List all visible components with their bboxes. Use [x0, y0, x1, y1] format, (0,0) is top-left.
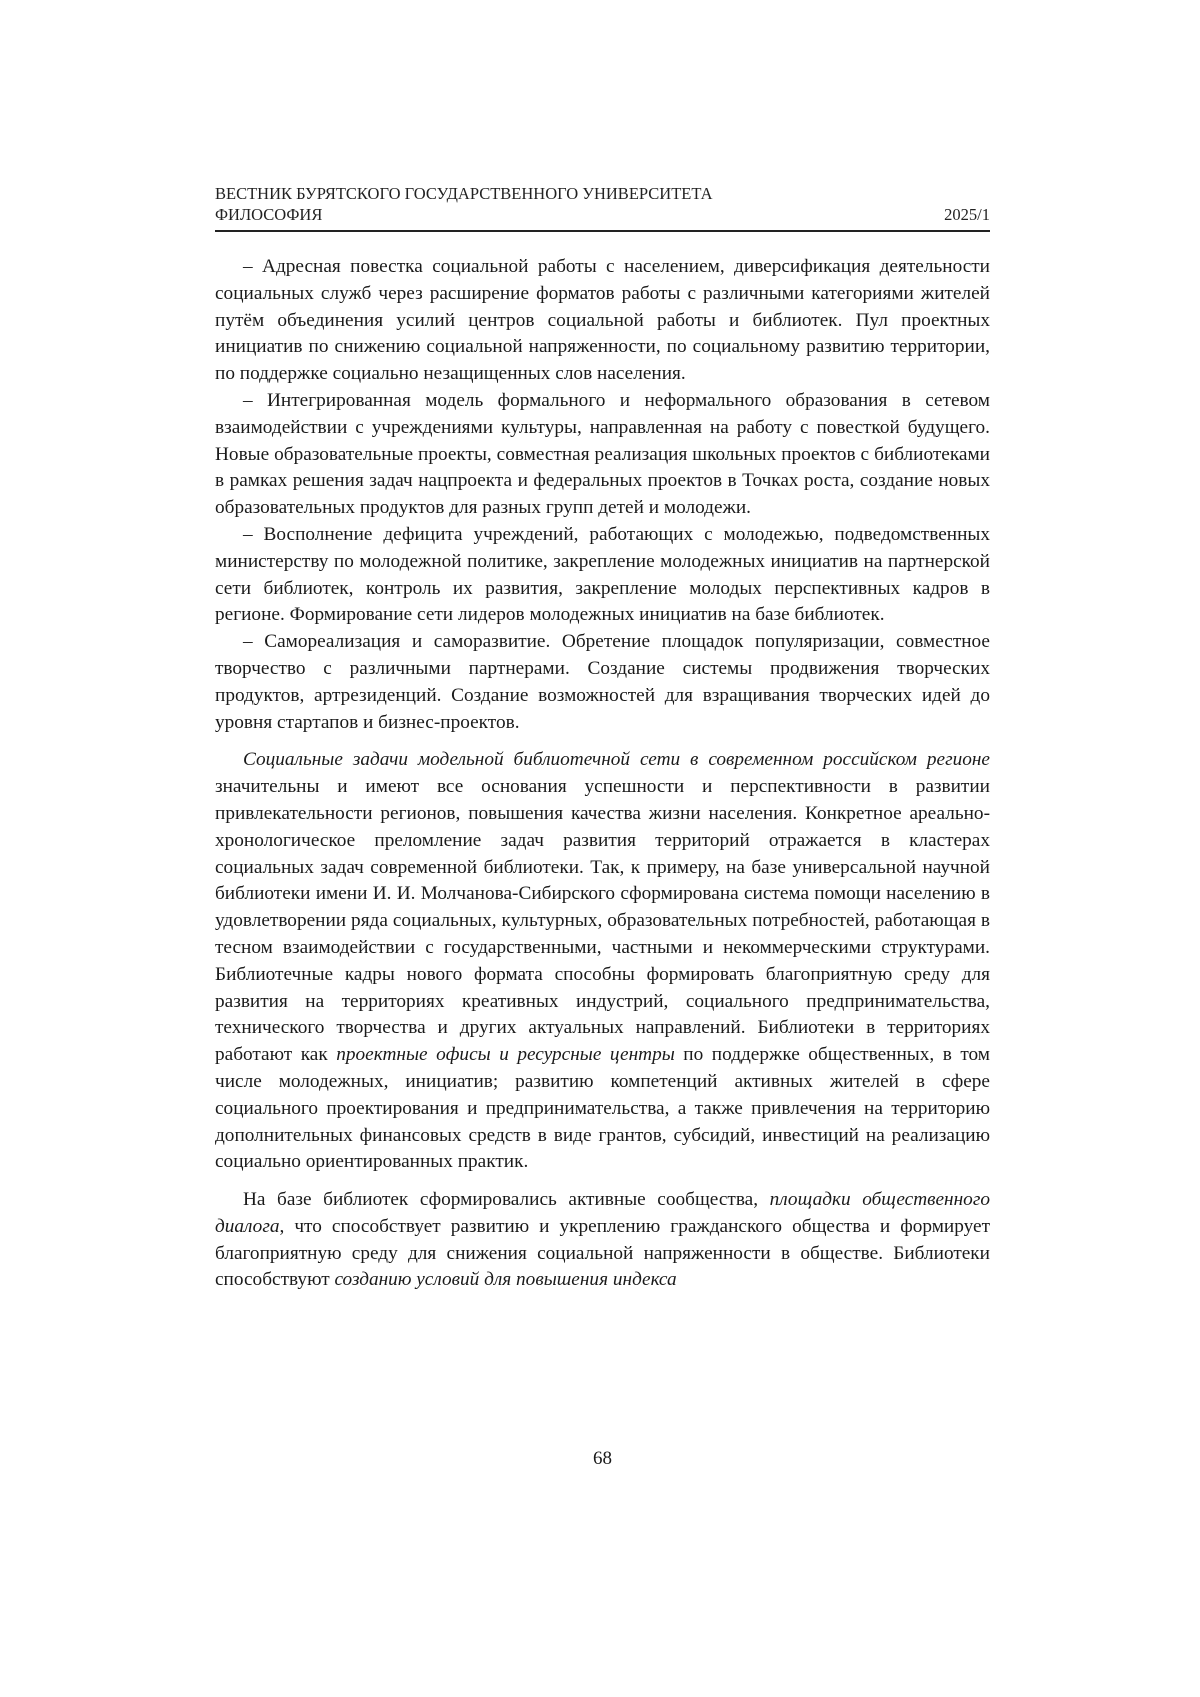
paragraph [215, 747, 990, 1176]
list-item: – Самореализация и саморазвитие. Обретение площадок популяризации, совместное творчество с различными партнерами. Создание системы продвижения творческих продуктов, артрезиденций. Создание возможностей для взращивания творческих идей до уровня стартапов и бизнес-проектов. [215, 629, 990, 736]
article-body [215, 254, 990, 1294]
issue-number: 2025/1 [944, 204, 990, 225]
header-rule [215, 230, 990, 232]
section-title: ФИЛОСОФИЯ [215, 204, 322, 225]
paragraph-text: значительны и имеют все основания успешности и перспективности в развитии привлекательности регионов, повышения качества жизни населения. Конкретное ареально-хронологическое преломление задач развития территорий отражается в кластерах социальных задач современной библиотеки. Так, к примеру, на базе универсальной научной библиотеки имени И. И. Молчанова-Сибирского сформирована система помощи населению в удовлетворении ряда социальных, культурных, образовательных потребностей, работающая в тесном взаимодействии с государственными, частными и некоммерческими структурами. Библиотечные кадры нового формата способны формировать благоприятную среду для развития на территориях креативных индустрий, социального предпринимательства, технического творчества и других актуальных направлений. Библиотеки в территориях работают как [215, 776, 990, 1065]
paragraph-text: по поддержке общественных, в том числе молодежных, инициатив; развитию компетенций активных жителей в сфере социального проектирования и предпринимательства, а также привлечения на территорию дополнительных финансовых средств в виде грантов, субсидий, инвестиций на реализацию социально ориентированных практик. [215, 1044, 990, 1172]
list-item: – Интегрированная модель формального и неформального образования в сетевом взаимодействии с учреждениями культуры, направленная на работу с повесткой будущего. Новые образовательные проекты, совместная реализация школьных проектов с библиотеками в рамках решения задач нацпроекта и федеральных проектов в Точках роста, создание новых образовательных продуктов для разных групп детей и молодежи. [215, 388, 990, 522]
journal-title: ВЕСТНИК БУРЯТСКОГО ГОСУДАРСТВЕННОГО УНИВЕРСИТЕТА [215, 183, 713, 204]
emphasis: площадки общественного диалога [215, 1189, 990, 1237]
journal-page [0, 0, 1200, 1697]
running-header [215, 183, 990, 225]
list-item: – Адресная повестка социальной работы с населением, диверсификация деятельности социальных служб через расширение форматов работы с различными категориями жителей путём объединения усилий центров социальной работы и библиотек. Пул проектных инициатив по снижению социальной напряженности, по социальному развитию территории, по поддержке социально незащищенных слов населения. [215, 254, 990, 388]
paragraph-text: На базе библиотек сформировались активные сообщества, [243, 1189, 770, 1210]
emphasis: созданию условий для повышения индекса [334, 1269, 676, 1290]
list-item: – Восполнение дефицита учреждений, работающих с молодежью, подведомственных министерству по молодежной политике, закрепление молодежных инициатив на партнерской сети библиотек, контроль их развития, закрепление молодых перспективных кадров в регионе. Формирование сети лидеров молодежных инициатив на базе библиотек. [215, 522, 990, 629]
page-number: 68 [215, 1447, 990, 1471]
emphasis: проектные офисы и ресурсные центры [336, 1044, 675, 1065]
paragraph-text: , что способствует развитию и укреплению гражданского общества и формирует благоприятную среду для снижения социальной напряженности в обществе. Библиотеки способствуют [215, 1216, 990, 1291]
paragraph [215, 1187, 990, 1294]
emphasis: Социальные задачи модельной библиотечной сети в современном российском регионе [243, 749, 990, 770]
